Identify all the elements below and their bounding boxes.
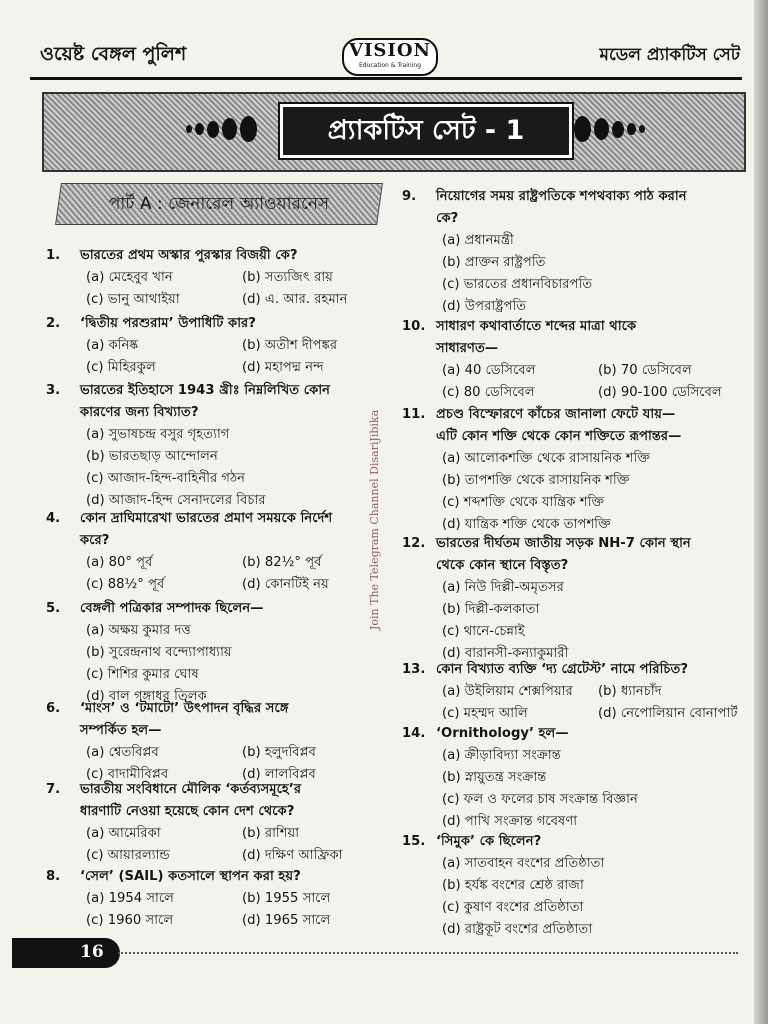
question-number: 13. — [402, 662, 426, 677]
practice-set-banner — [42, 92, 746, 172]
answer-option: (b) রাশিয়া — [242, 826, 300, 841]
answer-option: (c) 80 ডেসিবেল — [442, 385, 535, 400]
answer-option: (d) নেপোলিয়ান বোনাপার্ট — [598, 706, 738, 721]
question-number: 2. — [46, 316, 61, 331]
answer-option: (c) কুষাণ বংশের প্রতিষ্ঠাতা — [442, 900, 584, 915]
answer-option: (a) আলোকশক্তি থেকে রাসায়নিক শক্তি — [442, 451, 651, 466]
question-text: ‘মাংস’ ও ‘টমাটো’ উৎপাদন বৃদ্ধির সঙ্গে — [80, 701, 289, 716]
answer-option: (c) শিশির কুমার ঘোষ — [86, 667, 199, 682]
answer-option: (b) 70 ডেসিবেল — [598, 363, 692, 378]
question-text: নিয়োগের সময় রাষ্ট্রপতিকে শপথবাক্য পাঠ করান — [436, 189, 687, 204]
answer-option: (d) কোনটিই নয় — [242, 577, 329, 592]
answer-option: (a) ক্রীড়াবিদ্যা সংক্রান্ত — [442, 748, 561, 763]
answer-option: (a) নিউ দিল্লী-অমৃতসর — [442, 580, 564, 595]
question-number: 15. — [402, 834, 426, 849]
answer-option: (a) সাতবাহন বংশের প্রতিষ্ঠাতা — [442, 856, 605, 871]
answer-option: (c) থানে-চেন্নাই — [442, 624, 525, 639]
question-number: 4. — [46, 511, 61, 526]
banner-dots-right — [574, 114, 645, 144]
banner-dots-left — [186, 114, 257, 144]
answer-option: (c) 88½° পূর্ব — [86, 577, 165, 592]
question-number: 11. — [402, 407, 426, 422]
header-right-title: মডেল প্র্যাকটিস সেট — [599, 45, 740, 65]
answer-option: (d) রাষ্ট্রকূট বংশের প্রতিষ্ঠাতা — [442, 922, 593, 937]
answer-option: (a) সুভাষচন্দ্র বসুর গৃহত্যাগ — [86, 427, 230, 442]
answer-option: (c) বাদামীবিপ্লব — [86, 767, 169, 782]
question-text: ভারতীয় সংবিধানে মৌলিক ‘কর্তব্যসমূহে’র — [80, 782, 302, 797]
answer-option: (a) 1954 সালে — [86, 891, 174, 906]
question-text: ‘দ্বিতীয় পরশুরাম’ উপাধিটি কার? — [80, 316, 256, 331]
answer-option: (b) অতীশ দীপঙ্কর — [242, 338, 338, 353]
question-text: করে? — [80, 533, 110, 548]
question-text: সাধারণ কথাবার্তাতে শব্দের মাত্রা থাকে — [436, 319, 637, 334]
question-number: 5. — [46, 601, 61, 616]
question-number: 10. — [402, 319, 426, 334]
answer-option: (b) প্রাক্তন রাষ্ট্রপতি — [442, 255, 546, 270]
question-number: 14. — [402, 726, 426, 741]
answer-option: (c) 1960 সালে — [86, 913, 174, 928]
answer-option: (d) যান্ত্রিক শক্তি থেকে তাপশক্তি — [442, 517, 611, 532]
answer-option: (a) শ্বেতবিপ্লব — [86, 745, 159, 760]
answer-option: (c) ফল ও ফলের চাষ সংক্রান্ত বিজ্ঞান — [442, 792, 638, 807]
answer-option: (d) 1965 সালে — [242, 913, 331, 928]
answer-option: (b) স্নায়ুতন্ত্র সংক্রান্ত — [442, 770, 547, 785]
answer-option: (a) অক্ষয় কুমার দত্ত — [86, 623, 191, 638]
question-text: ভারতের প্রথম অস্কার পুরস্কার বিজয়ী কে? — [80, 248, 298, 263]
answer-option: (b) 82½° পূর্ব — [242, 555, 322, 570]
question-text: বেঙ্গলী পত্রিকার সম্পাদক ছিলেন— — [80, 601, 264, 616]
question-number: 3. — [46, 383, 61, 398]
answer-option: (c) শব্দশক্তি থেকে যান্ত্রিক শক্তি — [442, 495, 605, 510]
question-text: কোন দ্রাঘিমারেখা ভারতের প্রমাণ সময়কে নির্দেশ — [80, 511, 333, 526]
header-left-title: ওয়েষ্ট বেঙ্গল পুলিশ — [40, 43, 187, 65]
answer-option: (d) পাখি সংক্রান্ত গবেষণা — [442, 814, 578, 829]
question-text: ‘সিমুক’ কে ছিলেন? — [436, 834, 542, 849]
logo-subtext: Education & Training — [358, 62, 422, 69]
question-number: 12. — [402, 536, 426, 551]
page-number-tab — [12, 938, 120, 968]
answer-option: (d) উপরাষ্ট্রপতি — [442, 299, 527, 314]
answer-option: (b) ভারতছাড় আন্দোলন — [86, 449, 218, 464]
answer-option: (c) আজাদ-হিন্দ-বাহিনীর গঠন — [86, 471, 245, 486]
answer-option: (c) ভানু আথাইয়া — [86, 292, 180, 307]
answer-option: (d) 90-100 ডেসিবেল — [598, 385, 722, 400]
answer-option: (a) মেহেবুব খান — [86, 270, 173, 285]
header-divider — [30, 77, 742, 80]
answer-option: (a) কনিষ্ক — [86, 338, 139, 353]
vision-logo — [342, 38, 438, 76]
answer-option: (a) 80° পূর্ব — [86, 555, 153, 570]
banner-title: প্র্যাকটিস সেট - 1 — [280, 104, 572, 158]
answer-option: (d) বারানসী-কন্যাকুমারী — [442, 646, 569, 661]
answer-option: (b) দিল্লী-কলকাতা — [442, 602, 540, 617]
question-number: 8. — [46, 869, 61, 884]
question-number: 7. — [46, 782, 61, 797]
answer-option: (c) ভারতের প্রধানবিচারপতি — [442, 277, 593, 292]
answer-option: (b) সুরেন্দ্রনাথ বন্দ্যোপাধ্যায় — [86, 645, 232, 660]
question-text: ‘সেল’ (SAIL) কতসালে স্থাপন করা হয়? — [80, 869, 301, 884]
answer-option: (c) মহম্মদ আলি — [442, 706, 528, 721]
question-text: কোন বিখ্যাত ব্যক্তি ‘দ্য গ্রেটেস্ট’ নামে পরিচিত? — [436, 662, 689, 677]
answer-option: (a) উইলিয়াম শেক্সপিয়ার — [442, 684, 573, 699]
question-text: সম্পর্কিত হল— — [80, 723, 162, 738]
answer-option: (a) 40 ডেসিবেল — [442, 363, 536, 378]
question-text: এটি কোন শক্তি থেকে কোন শক্তিতে রূপান্তর— — [436, 429, 682, 444]
answer-option: (b) হলুদবিপ্লব — [242, 745, 316, 760]
question-text: ধারণাটি নেওয়া হয়েছে কোন দেশ থেকে? — [80, 804, 295, 819]
answer-option: (b) 1955 সালে — [242, 891, 331, 906]
question-number: 1. — [46, 248, 61, 263]
question-text: কারণের জন্য বিখ্যাত? — [80, 405, 199, 420]
answer-option: (d) লালবিপ্লব — [242, 767, 316, 782]
answer-option: (b) হর্যঙ্ক বংশের শ্রেষ্ঠ রাজা — [442, 878, 584, 893]
answer-option: (d) বাল গঙ্গাধর তিলক — [86, 689, 207, 704]
answer-option: (a) প্রধানমন্ত্রী — [442, 233, 514, 248]
answer-option: (b) সত্যজিৎ রায় — [242, 270, 333, 285]
answer-option: (d) মহাপদ্ম নন্দ — [242, 360, 324, 375]
question-number: 6. — [46, 701, 61, 716]
question-text: ভারতের দীর্ঘতম জাতীয় সড়ক NH-7 কোন স্থান — [436, 536, 691, 551]
answer-option: (c) মিহিরকুল — [86, 360, 156, 375]
answer-option: (d) আজাদ-হিন্দ সেনাদলের বিচার — [86, 493, 266, 508]
question-text: সাধারণত— — [436, 341, 499, 356]
answer-option: (b) তাপশক্তি থেকে রাসায়নিক শক্তি — [442, 473, 630, 488]
part-a-label: পার্ট A : জেনারেল অ্যাওয়ারনেস — [108, 194, 330, 214]
question-number: 9. — [402, 189, 417, 204]
logo-text: VISION — [349, 40, 431, 61]
question-text: প্রচণ্ড বিস্ফোরণে কাঁচের জানালা ফেটে যায়— — [436, 407, 676, 422]
answer-option: (d) দক্ষিণ আফ্রিকা — [242, 848, 343, 863]
page-edge — [754, 0, 768, 1024]
question-text: থেকে কোন স্থানে বিস্তৃত? — [436, 558, 569, 573]
question-text: কে? — [436, 211, 459, 226]
page-number: 16 — [80, 942, 104, 962]
question-text: ভারতের ইতিহাসে 1943 খ্রীঃ নিম্নলিখিত কোন — [80, 383, 331, 398]
answer-option: (d) এ. আর. রহমান — [242, 292, 348, 307]
answer-option: (b) ধ্যানচাঁদ — [598, 684, 662, 699]
part-a-label-box — [55, 183, 383, 225]
question-text: ‘Ornithology’ হল— — [436, 726, 569, 741]
answer-option: (c) আয়ারল্যান্ড — [86, 848, 170, 863]
answer-option: (a) আমেরিকা — [86, 826, 161, 841]
footer-divider — [118, 952, 738, 955]
watermark-text: Join The Telegram Channel DisariJibika — [368, 409, 381, 630]
